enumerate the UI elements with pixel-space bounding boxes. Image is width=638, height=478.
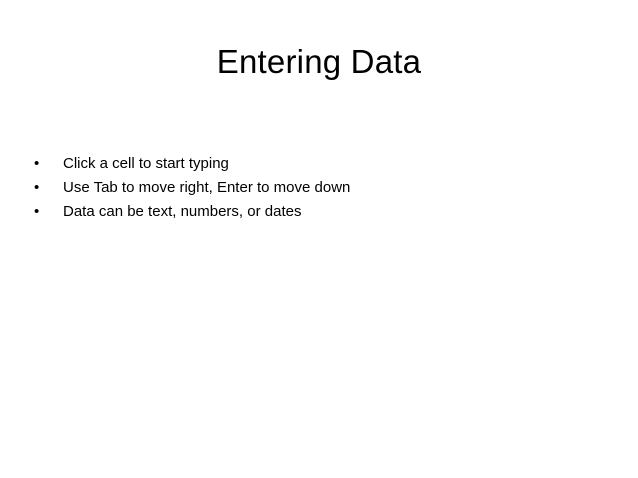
bullet-list	[32, 152, 350, 224]
bullet-icon: •	[34, 155, 40, 172]
bullet-text: Use Tab to move right, Enter to move down	[63, 179, 351, 196]
bullet-item	[32, 176, 350, 200]
bullet-text: Data can be text, numbers, or dates	[63, 203, 302, 220]
bullet-item	[32, 200, 350, 224]
bullet-icon: •	[34, 203, 40, 220]
slide-title: Entering Data	[216, 43, 422, 80]
bullet-item	[32, 152, 350, 176]
bullet-icon: •	[34, 179, 40, 196]
bullet-text: Click a cell to start typing	[63, 155, 229, 172]
